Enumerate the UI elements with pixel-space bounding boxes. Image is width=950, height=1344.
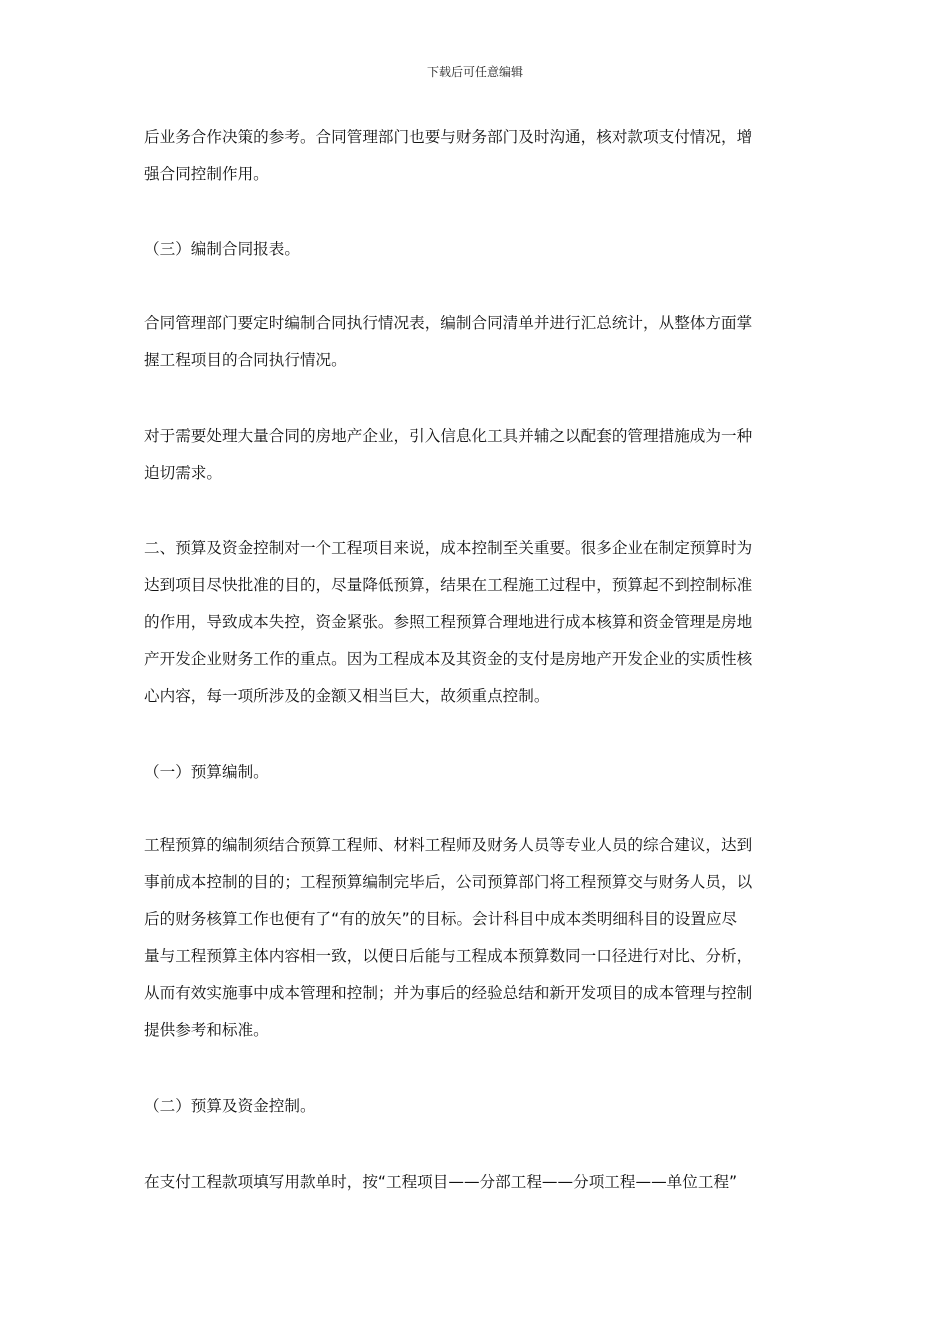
text-line: 迫切需求。	[144, 464, 222, 482]
page-header: 下载后可任意编辑	[426, 65, 523, 79]
section-heading	[144, 754, 804, 791]
text-line: 合同管理部门要定时编制合同执行情况表，编制合同清单并进行汇总统计，从整体方面掌	[144, 314, 753, 332]
section-heading	[144, 1088, 804, 1125]
text-line: 量与工程预算主体内容相一致，以便日后能与工程成本预算数同一口径进行对比、分析，	[144, 947, 753, 965]
text-line: 在支付工程款项填写用款单时，按“工程项目——分部工程——分项工程——单位工程”	[144, 1173, 738, 1191]
text-line: 握工程项目的合同执行情况。	[144, 351, 347, 369]
text-line: 工程预算的编制须结合预算工程师、材料工程师及财务人员等专业人员的综合建议，达到	[144, 836, 753, 854]
text-line: 后的财务核算工作也便有了“有的放矢”的目标。会计科目中成本类明细科目的设置应尽	[144, 910, 738, 928]
text-line: 后业务合作决策的参考。合同管理部门也要与财务部门及时沟通，核对款项支付情况，增	[144, 128, 753, 146]
text-line: 强合同控制作用。	[144, 165, 269, 183]
paragraph	[144, 418, 804, 492]
text-line: 心内容，每一项所涉及的金额又相当巨大，故须重点控制。	[144, 687, 550, 705]
text-line: （二）预算及资金控制。	[144, 1097, 316, 1115]
text-line: 达到项目尽快批准的目的，尽量降低预算，结果在工程施工过程中，预算起不到控制标准	[144, 576, 753, 594]
paragraph	[144, 530, 804, 715]
text-line: （三）编制合同报表。	[144, 240, 300, 258]
text-line: 对于需要处理大量合同的房地产企业，引入信息化工具并辅之以配套的管理措施成为一种	[144, 427, 753, 445]
text-line: 产开发企业财务工作的重点。因为工程成本及其资金的支付是房地产开发企业的实质性核	[144, 650, 753, 668]
paragraph	[144, 305, 804, 379]
section-heading	[144, 231, 804, 268]
paragraph	[144, 827, 804, 1049]
text-line: 从而有效实施事中成本管理和控制；并为事后的经验总结和新开发项目的成本管理与控制	[144, 984, 753, 1002]
text-line: 事前成本控制的目的；工程预算编制完毕后，公司预算部门将工程预算交与财务人员，以	[144, 873, 753, 891]
text-line: 二、预算及资金控制对一个工程项目来说，成本控制至关重要。很多企业在制定预算时为	[144, 539, 753, 557]
text-line: （一）预算编制。	[144, 763, 269, 781]
text-line: 提供参考和标准。	[144, 1021, 269, 1039]
paragraph	[144, 1164, 804, 1201]
paragraph	[144, 119, 804, 193]
text-line: 的作用，导致成本失控，资金紧张。参照工程预算合理地进行成本核算和资金管理是房地	[144, 613, 753, 631]
